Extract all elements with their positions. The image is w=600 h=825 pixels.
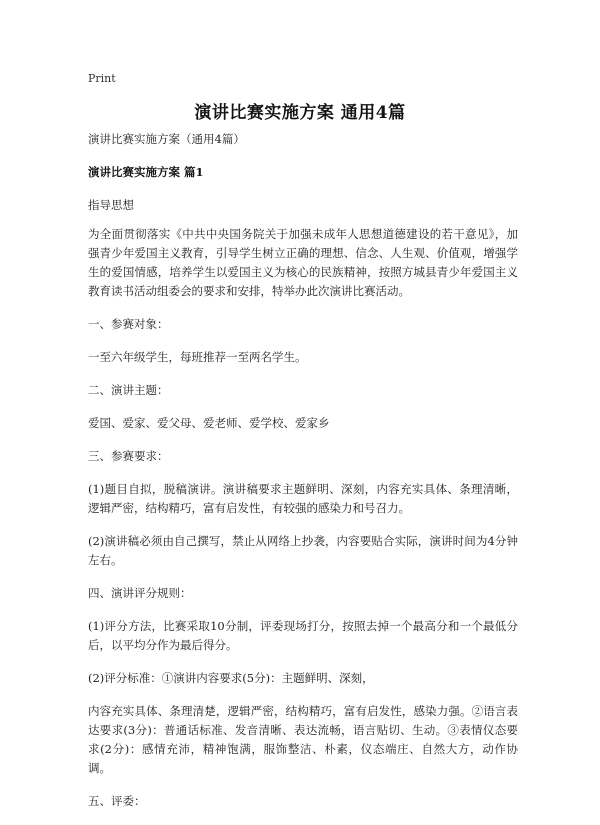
- page-title: 演讲比赛实施方案 通用4篇: [194, 103, 406, 123]
- document-subtitle: 演讲比赛实施方案（通用4篇）: [88, 132, 245, 146]
- scoring-item-3: 内容充实具体、条理清楚，逻辑严密，结构精巧，富有启发性，感染力强。②语言表达要求(3分)：普通话标准、发音清晰、表达流畅，语言贴切、生动。③表情仪态要求(2分)：感情充沛，精神饱满，服饰整洁、朴素，仪态端庄、自然大方，动作协调。: [88, 704, 518, 775]
- guideline-heading: 指导思想: [88, 198, 134, 212]
- scoring-item-2: (2)评分标准：①演讲内容要求(5分)：主题鲜明、深刻，: [88, 671, 374, 685]
- requirement-item-2: (2)演讲稿必须由自己撰写，禁止从网络上抄袭，内容要贴合实际，演讲时间为4分钟左右。: [88, 534, 518, 567]
- participants-heading: 一、参赛对象：: [88, 317, 169, 331]
- requirement-item-1: (1)题目自拟，脱稿演讲。演讲稿要求主题鲜明、深刻，内容充实具体、条理清晰，逻辑严密，结构精巧，富有启发性，有较强的感染力和号召力。: [88, 482, 518, 515]
- judges-heading: 五、评委：: [88, 794, 146, 808]
- scoring-item-1: (1)评分方法，比赛采取10分制，评委现场打分，按照去掉一个最高分和一个最低分后，以平均分作为最后得分。: [88, 619, 518, 652]
- theme-paragraph: 爱国、爱家、爱父母、爱老师、爱学校、爱家乡: [88, 416, 330, 430]
- scoring-heading: 四、演讲评分规则：: [88, 586, 192, 600]
- theme-heading: 二、演讲主题：: [88, 383, 169, 397]
- requirements-heading: 三、参赛要求：: [88, 449, 169, 463]
- document-body: [88, 130, 518, 825]
- section-heading: 演讲比赛实施方案 篇1: [88, 165, 204, 179]
- participants-paragraph: 一至六年级学生，每班推荐一至两名学生。: [88, 350, 307, 364]
- guideline-paragraph: 为全面贯彻落实《中共中央国务院关于加强未成年人思想道德建设的若干意见》，加强青少年爱国主义教育，引导学生树立正确的理想、信念、人生观、价值观，增强学生的爱国情感，培养学生以爱国主义为核心的民族精神，按照方城县青少年爱国主义教育读书活动组委会的要求和安排，特举办此次演讲比赛活动。: [88, 227, 518, 298]
- print-label: Print: [88, 72, 116, 85]
